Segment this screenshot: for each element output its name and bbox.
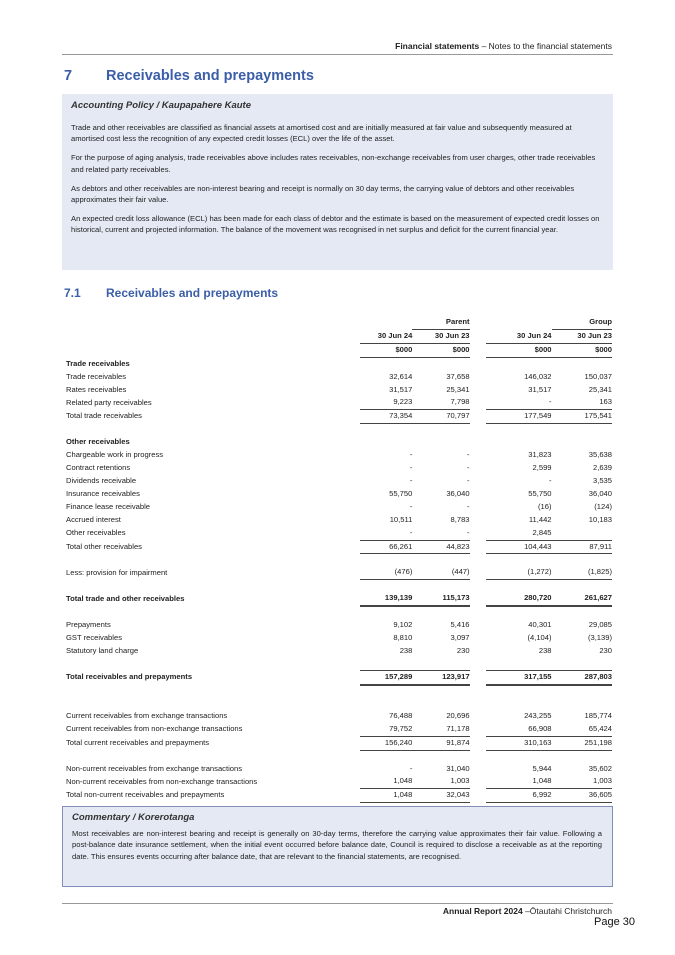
cell-value: (1,825): [552, 566, 612, 579]
row-label: GST receivables: [66, 633, 122, 643]
policy-heading: Accounting Policy / Kaupapahere Kaute: [71, 100, 252, 111]
cell-value: 177,549: [486, 410, 552, 424]
table-row: [66, 592, 612, 606]
table-row: [66, 645, 612, 658]
cell-value: 91,874: [412, 736, 469, 750]
cell-value: 2,639: [592, 463, 612, 473]
cell-value: 1,048: [486, 775, 552, 788]
row-label: Total receivables and prepayments: [66, 672, 193, 682]
cell-value: 8,783: [450, 514, 470, 524]
cell-value: 6,992: [486, 789, 552, 803]
policy-paragraph: As debtors and other receivables are non-interest bearing and receipt is normally on 30 day terms, the carrying value of debtors and other receivables approximates their fair value.: [71, 183, 575, 205]
table-row: [66, 396, 612, 409]
table-row: [66, 632, 612, 645]
policy-paragraph: Trade and other receivables are classified as financial assets at amortised cost and are initially measured at fair value and subsequently measured at amortised cost less the recognition of any expected credit losses (ECL) over the life of the asset.: [71, 123, 572, 144]
cell-value: 87,911: [552, 540, 612, 554]
cell-value: 3,097: [450, 633, 470, 643]
row-label: Current receivables from non-exchange transactions: [66, 724, 243, 733]
subsection-title-text: Receivables and prepayments: [106, 286, 279, 300]
cell-value: (1,272): [486, 566, 552, 579]
section-title-text: Receivables and prepayments: [106, 68, 314, 84]
cell-value: 230: [599, 646, 612, 656]
table-row: [66, 488, 612, 501]
cell-value: -: [549, 475, 552, 485]
cell-value: 10,183: [588, 514, 612, 524]
cell-value: 8,810: [393, 633, 413, 643]
cell-value: 25,341: [446, 384, 470, 394]
row-heading: Trade receivables: [66, 358, 130, 368]
accounting-policy-box: [62, 94, 613, 270]
cell-value: 36,040: [446, 488, 470, 498]
cell-value: -: [467, 501, 470, 511]
cell-value: 65,424: [552, 723, 612, 736]
cell-value: -: [467, 463, 470, 473]
col-unit: $000: [552, 343, 612, 357]
cell-value: 163: [552, 396, 612, 409]
cell-value: 31,517: [389, 384, 413, 394]
cell-value: 139,139: [360, 592, 413, 606]
row-label: Total other receivables: [66, 541, 142, 551]
subsection-number: 7.1: [64, 286, 81, 300]
cell-value: -: [467, 450, 470, 460]
cell-value: 76,488: [389, 710, 413, 720]
cell-value: 20,696: [446, 710, 470, 720]
row-label: Total non-current receivables and prepayments: [66, 790, 225, 800]
page-number: Page 30: [594, 916, 635, 928]
row-label: Total trade receivables: [66, 411, 142, 421]
cell-value: 31,517: [528, 384, 552, 394]
row-label: Finance lease receivable: [66, 501, 151, 511]
cell-value: 261,627: [552, 592, 612, 606]
cell-value: 280,720: [486, 592, 552, 606]
cell-value: 230: [456, 646, 470, 656]
table-row: [66, 436, 612, 449]
cell-value: 104,443: [486, 540, 552, 554]
header-subsection: – Notes to the financial statements: [479, 41, 612, 51]
row-label: Rates receivables: [66, 384, 127, 394]
cell-value: (4,104): [527, 633, 552, 643]
cell-value: 243,255: [524, 710, 552, 720]
cell-value: 1,003: [412, 775, 469, 788]
table-row: [66, 501, 612, 514]
cell-value: -: [409, 763, 413, 773]
cell-value: (124): [594, 501, 612, 511]
cell-value: 35,602: [588, 763, 612, 773]
cell-value: 32,043: [412, 789, 469, 803]
cell-value: -: [467, 475, 470, 485]
table-row: [66, 789, 612, 803]
row-label: Trade receivables: [66, 371, 127, 381]
cell-value: 5,944: [532, 763, 552, 773]
commentary-heading: Commentary / Korerotanga: [72, 812, 195, 823]
row-label: Accrued interest: [66, 514, 121, 524]
row-label: Non-current receivables from non-exchange transactions: [66, 776, 258, 786]
cell-value: 7,798: [412, 396, 469, 409]
row-label: Statutory land charge: [66, 646, 139, 656]
commentary-box: [62, 806, 613, 887]
table-row: [66, 763, 612, 776]
cell-value: 287,803: [552, 670, 612, 684]
cell-value: 9,223: [360, 396, 413, 409]
row-label: Less: provision for impairment: [66, 567, 168, 577]
cell-value: 40,301: [528, 620, 552, 630]
cell-value: 36,040: [588, 488, 612, 498]
cell-value: [552, 527, 612, 540]
cell-value: 35,638: [588, 450, 612, 460]
cell-value: 2,845: [486, 527, 552, 540]
cell-value: 317,155: [486, 670, 552, 684]
running-header: [395, 41, 612, 51]
cell-value: 1,048: [360, 789, 413, 803]
spacer-row: [66, 685, 612, 698]
footer-rule: [62, 903, 613, 904]
cell-value: -: [409, 475, 413, 485]
table-row: [66, 462, 612, 475]
cell-value: 55,750: [389, 488, 413, 498]
footer-city: –Ōtautahi Christchurch: [522, 906, 612, 916]
table-unit-header: [66, 343, 612, 357]
cell-value: -: [409, 501, 413, 511]
table-date-header: [66, 329, 612, 343]
cell-value: 9,102: [393, 620, 413, 630]
policy-paragraph: For the purpose of aging analysis, trade receivables above includes rates receivables, non-exchange receivables from user charges, other trade receivables and related party receivables.: [71, 153, 596, 174]
cell-value: 73,354: [360, 410, 413, 424]
row-label: Total current receivables and prepayments: [66, 737, 210, 747]
cell-value: 1,003: [552, 775, 612, 788]
cell-value: 238: [538, 646, 552, 656]
cell-value: 55,750: [528, 488, 552, 498]
header-section: Financial statements: [395, 41, 480, 51]
cell-value: 238: [399, 646, 413, 656]
cell-value: 123,917: [412, 670, 469, 684]
cell-value: 150,037: [584, 371, 612, 381]
cell-value: 156,240: [360, 736, 413, 750]
cell-value: (447): [412, 566, 469, 579]
col-date: 30 Jun 24: [486, 329, 552, 343]
cell-value: -: [486, 396, 552, 409]
spacer-row: [66, 580, 612, 593]
row-label: Related party receivables: [66, 397, 152, 407]
spacer-row: [66, 606, 612, 619]
row-label: Insurance receivables: [66, 488, 140, 498]
cell-value: (476): [360, 566, 413, 579]
cell-value: -: [412, 527, 469, 540]
cell-value: 146,032: [524, 371, 552, 381]
cell-value: 251,198: [552, 736, 612, 750]
cell-value: 66,908: [486, 723, 552, 736]
table-group-header: [66, 316, 612, 329]
cell-value: 175,541: [552, 410, 612, 424]
table-row: [66, 566, 612, 579]
cell-value: 31,823: [528, 450, 552, 460]
table-row: [66, 357, 612, 370]
cell-value: 185,774: [584, 710, 612, 720]
row-label: Current receivables from exchange transactions: [66, 710, 228, 720]
row-label: Dividends receivable: [66, 475, 137, 485]
col-unit: $000: [412, 343, 469, 357]
cell-value: 36,605: [552, 789, 612, 803]
spacer-row: [66, 554, 612, 567]
table-row: [66, 736, 612, 750]
cell-value: (16): [538, 501, 552, 511]
table-row: [66, 371, 612, 384]
table-row: [66, 410, 612, 424]
table-row: [66, 670, 612, 684]
cell-value: 310,163: [486, 736, 552, 750]
cell-value: 2,599: [532, 463, 552, 473]
col-unit: $000: [486, 343, 552, 357]
header-rule: [62, 54, 613, 55]
row-label: Contract retentions: [66, 463, 131, 473]
row-label: Prepayments: [66, 620, 111, 630]
receivables-table: [66, 316, 612, 803]
cell-value: 11,442: [528, 514, 552, 524]
commentary-text: Most receivables are non-interest bearing and receipt is generally on 30-day terms, therefore the carrying value approximates their fair value. Following a post-balance date insurance settlement, when the initial event occurred before balance date, Council is required to disclose a receivable as at the reporting date. This ensures events occurring after balance date, that are relevant to the financial statements, are recognised.: [72, 829, 602, 861]
cell-value: 32,614: [389, 371, 413, 381]
cell-value: 66,261: [360, 540, 413, 554]
parent-header: Parent: [412, 316, 469, 329]
cell-value: (3,139): [587, 633, 612, 643]
row-label: Non-current receivables from exchange transactions: [66, 763, 243, 773]
cell-value: -: [409, 450, 413, 460]
cell-value: -: [360, 527, 413, 540]
table-row: [66, 619, 612, 632]
table-row: [66, 475, 612, 488]
row-heading: Other receivables: [66, 437, 130, 447]
cell-value: 115,173: [412, 592, 469, 606]
cell-value: 79,752: [360, 723, 413, 736]
cell-value: 5,416: [450, 620, 470, 630]
cell-value: 71,178: [412, 723, 469, 736]
cell-value: -: [409, 463, 413, 473]
row-label: Total trade and other receivables: [66, 593, 185, 603]
spacer-row: [66, 424, 612, 437]
group-header: Group: [552, 316, 612, 329]
table-row: [66, 710, 612, 723]
table-row: [66, 514, 612, 527]
spacer-row: [66, 750, 612, 763]
cell-value: 25,341: [588, 384, 612, 394]
policy-paragraph: An expected credit loss allowance (ECL) has been made for each class of debtor and the estimate is based on the measurement of expected credit losses on historical, current and projected information. The balance of the movement was recognised in net surplus and deficit for the current financial year.: [71, 214, 600, 235]
cell-value: 1,048: [360, 775, 413, 788]
footer-report-title: Annual Report 2024: [442, 906, 523, 916]
row-label: Other receivables: [66, 527, 126, 537]
cell-value: 31,040: [446, 763, 470, 773]
section-number: 7: [64, 68, 73, 84]
col-unit: $000: [360, 343, 413, 357]
spacer-row: [66, 698, 612, 710]
col-date: 30 Jun 24: [360, 329, 413, 343]
row-label: Chargeable work in progress: [66, 450, 164, 460]
section-title: [64, 68, 314, 84]
table-row: [66, 527, 612, 540]
table-row: [66, 540, 612, 554]
running-footer: [443, 906, 612, 916]
cell-value: 37,658: [446, 371, 470, 381]
subsection-title: [64, 286, 278, 300]
table-row: [66, 723, 612, 736]
cell-value: 70,797: [412, 410, 469, 424]
cell-value: 44,823: [412, 540, 469, 554]
col-date: 30 Jun 23: [552, 329, 612, 343]
table-row: [66, 775, 612, 788]
table-row: [66, 384, 612, 397]
spacer-row: [66, 658, 612, 671]
cell-value: 3,535: [592, 475, 612, 485]
cell-value: 157,289: [360, 670, 413, 684]
table-row: [66, 449, 612, 462]
cell-value: 29,085: [588, 620, 612, 630]
cell-value: 10,511: [389, 514, 413, 524]
col-date: 30 Jun 23: [412, 329, 469, 343]
